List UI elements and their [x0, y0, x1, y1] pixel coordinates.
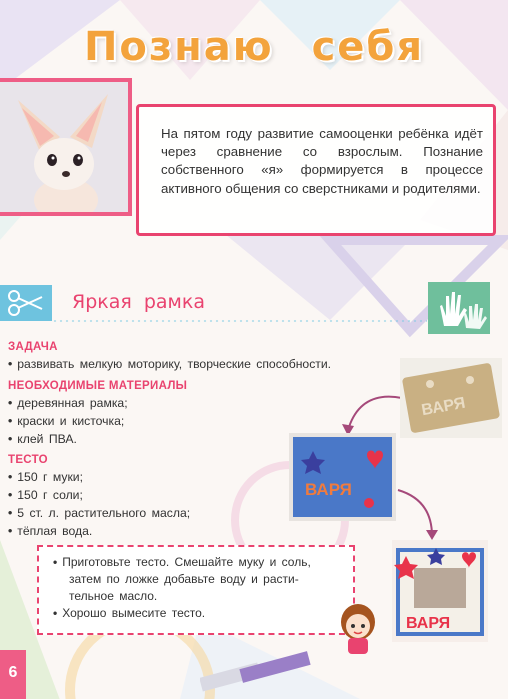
- fox-toy-photo: [0, 78, 132, 216]
- intro-text: На пятом году развитие самооценки ребёнка идёт через сравнение со взрослым. Познание собственного «я» формируется в процессе активного общения со сверстниками и родителями.: [161, 126, 483, 196]
- arrow-icon: [392, 480, 452, 540]
- intro-card: [136, 104, 496, 236]
- girl-illustration: [338, 600, 378, 656]
- page-title: Познаю себя: [83, 24, 425, 70]
- task-item: • развивать мелкую моторику, творческие способности.: [8, 357, 332, 371]
- step-item: • Приготовьте тесто. Смешайте муку и соль,: [53, 555, 311, 569]
- paint-tubes-illustration: [200, 640, 340, 699]
- arrow-icon: [330, 380, 410, 440]
- materials-item: • краски и кисточка;: [8, 414, 125, 428]
- hands-icon: [428, 282, 490, 334]
- dough-item: • 150 г соли;: [8, 488, 83, 502]
- scissors-icon: [0, 285, 52, 321]
- materials-item: • деревянная рамка;: [8, 396, 128, 410]
- craft-label: ВАРЯ: [406, 615, 451, 632]
- craft-photo-frame-wood: [400, 358, 502, 438]
- dough-heading: ТЕСТО: [8, 454, 48, 466]
- materials-heading: НЕОБХОДИМЫЕ МАТЕРИАЛЫ: [8, 380, 188, 392]
- dough-item: • 5 ст. л. растительного масла;: [8, 506, 191, 520]
- page-number: 6: [0, 650, 26, 699]
- dough-item: • тёплая вода.: [8, 524, 93, 538]
- step-line: затем по ложке добавьте воду и расти-: [69, 572, 299, 586]
- step-line: тельное масло.: [69, 589, 158, 603]
- materials-item: • клей ПВА.: [8, 432, 77, 446]
- craft-photo-frame-painted: [289, 433, 396, 521]
- dough-item: • 150 г муки;: [8, 470, 83, 484]
- craft-label: ВАРЯ: [305, 480, 352, 499]
- craft-photo-frame-finished: [392, 540, 488, 642]
- divider: [52, 320, 427, 322]
- craft-label: ВАРЯ: [420, 394, 467, 420]
- task-heading: ЗАДАЧА: [8, 341, 58, 353]
- step-item: • Хорошо вымесите тесто.: [53, 606, 206, 620]
- section-title: Яркая рамка: [72, 291, 206, 313]
- steps-box: [37, 545, 355, 635]
